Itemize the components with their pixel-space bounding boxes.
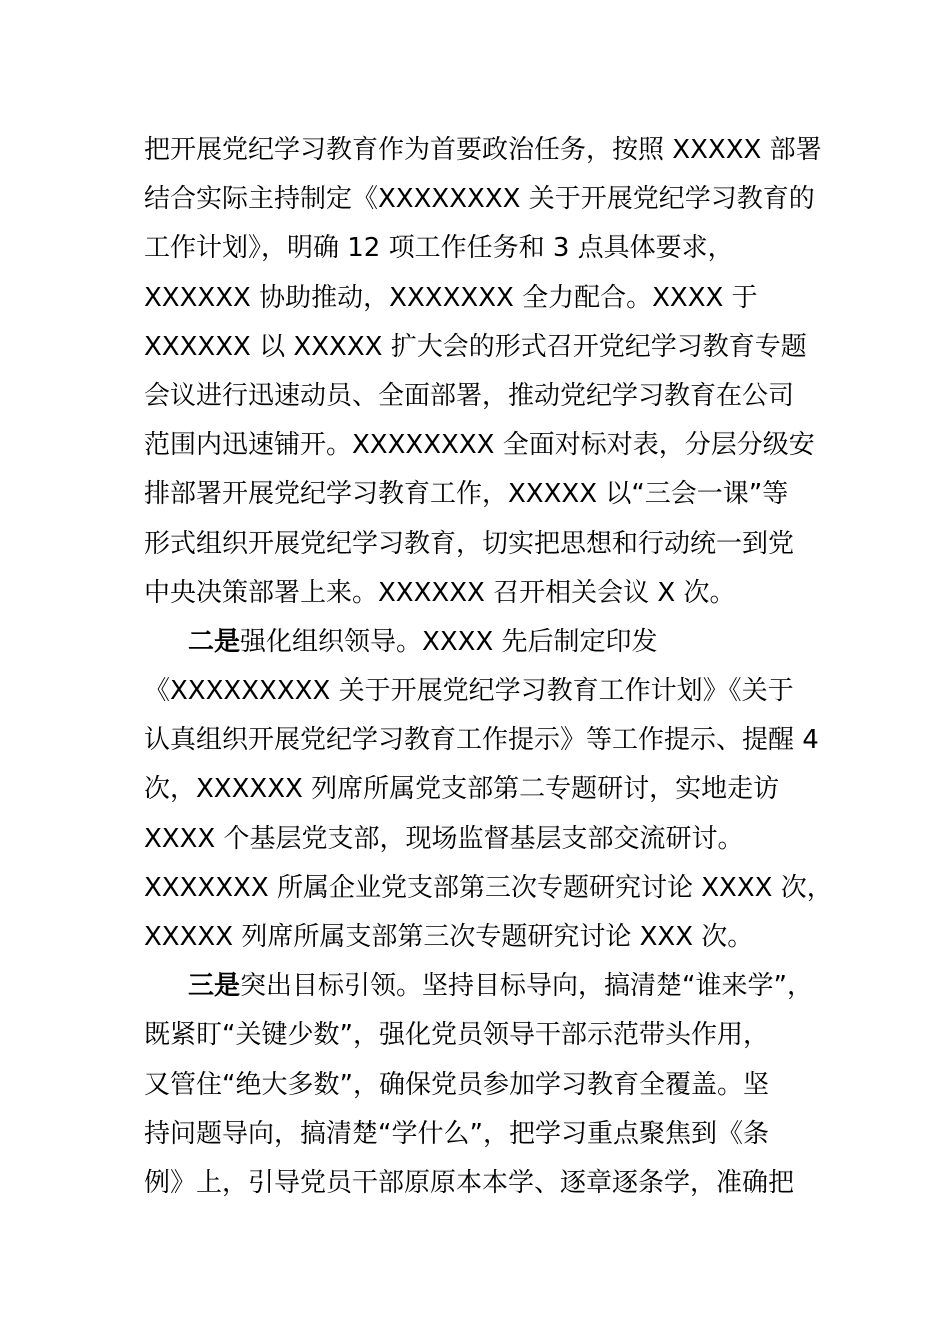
paragraph-line: 范围内迅速铺开。XXXXXXXX 全面对标对表，分层分级安 (144, 430, 815, 461)
section-3-lead: 三是 (188, 971, 241, 1002)
section-3-first-line (144, 962, 834, 1011)
paragraph-line: 结合实际主持制定《XXXXXXXX 关于开展党纪学习教育的 (144, 184, 815, 215)
paragraph-line: XXXXX 列席所属支部第三次专题研究讨论 XXX 次。 (144, 922, 754, 952)
paragraph-line: XXXXXX 以 XXXXX 扩大会的形式召开党纪学习教育专题 (144, 331, 807, 362)
section-3-heading-text: 突出目标引领。坚持目标导向，搞清楚“谁来学”， (240, 971, 813, 1002)
paragraph-line: XXXXXX 协助推动，XXXXXXX 全力配合。XXXX 于 (144, 282, 758, 313)
section-2-heading-text: 强化组织领导。XXXX 先后制定印发 (240, 626, 658, 657)
paragraph-line: 形式组织开展党纪学习教育，切实把思想和行动统一到党 (144, 528, 795, 559)
paragraph-line: 例》上，引导党员干部原原本本学、逐章逐条学，准确把 (144, 1167, 795, 1198)
paragraph-line: 《XXXXXXXXX 关于开展党纪学习教育工作计划》《关于 (144, 676, 794, 707)
paragraph-line: XXXXXXX 所属企业党支部第三次专题研究讨论 XXXX 次， (144, 872, 833, 903)
paragraph-line: 认真组织开展党纪学习教育工作提示》等工作提示、提醒 4 (144, 725, 819, 756)
paragraph-line: 既紧盯“关键少数”，强化党员领导干部示范带头作用， (144, 1020, 769, 1051)
paragraph-line: 持问题导向，搞清楚“学什么”，把学习重点聚焦到《条 (144, 1118, 769, 1149)
section-2-lead: 二是 (188, 626, 241, 657)
paragraph-line: 会议进行迅速动员、全面部署，推动党纪学习教育在公司 (144, 380, 795, 411)
paragraph-line: 中央决策部署上来。XXXXXX 召开相关会议 X 次。 (144, 577, 736, 608)
paragraph-line: 把开展党纪学习教育作为首要政治任务，按照 XXXXX 部署 (144, 135, 822, 165)
paragraph-line: 排部署开展党纪学习教育工作，XXXXX 以“三会一课”等 (144, 479, 789, 510)
paragraph-line: 又管住“绝大多数”，确保党员参加学习教育全覆盖。坚 (144, 1069, 769, 1100)
paragraph-line: XXXX 个基层党支部，现场监督基层支部交流研讨。 (144, 823, 744, 854)
paragraph-line: 次，XXXXXX 列席所属党支部第二专题研讨，实地走访 (144, 774, 780, 805)
paragraph-line: 工作计划》，明确 12 项工作任务和 3 点具体要求， (144, 233, 734, 264)
section-2-first-line (144, 618, 834, 667)
document-body (144, 126, 834, 1208)
